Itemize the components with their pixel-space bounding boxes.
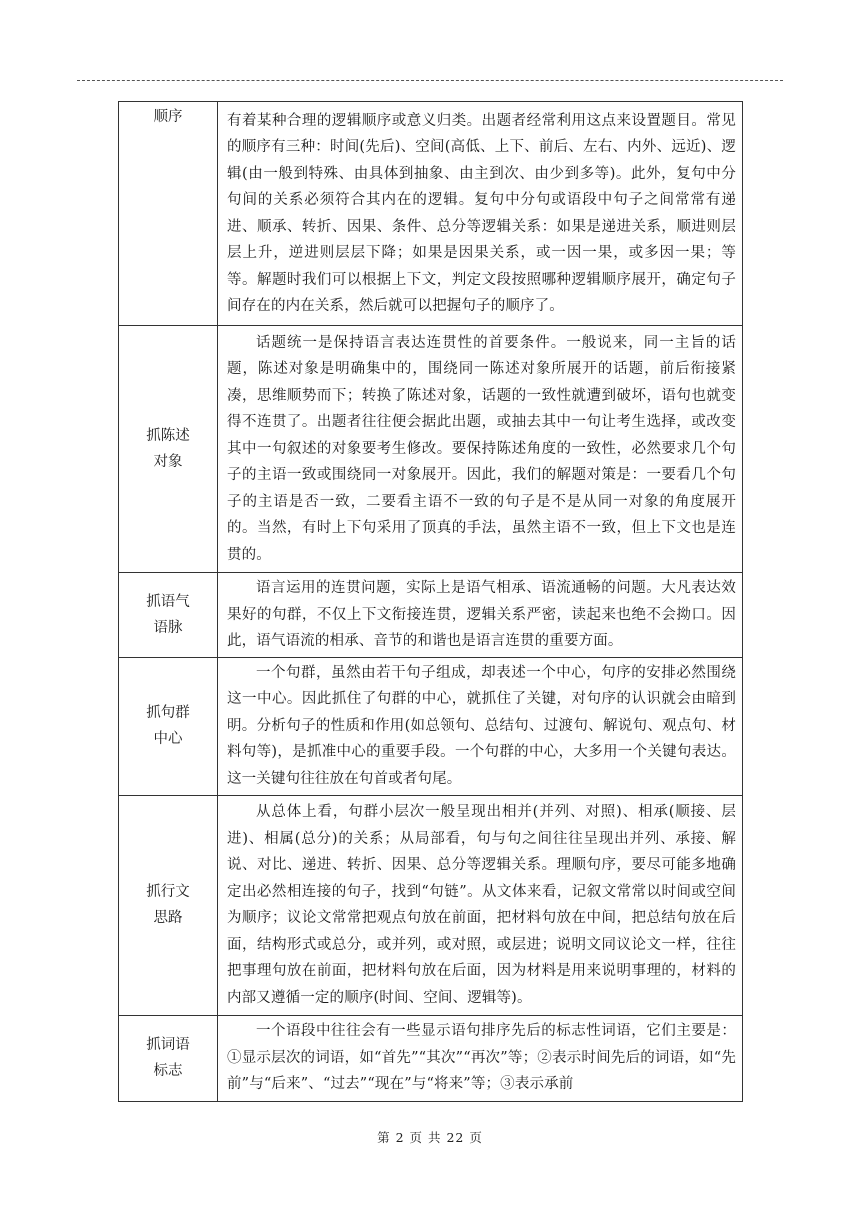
table-row — [119, 795, 743, 1015]
row-label-cell — [119, 1015, 218, 1101]
row-label-cell — [119, 573, 218, 658]
table-row — [119, 326, 743, 573]
row-text: 一个句群，虽然由若干句子组成，却表述一个中心，句序的安排必然围绕这一中心。因此抓住了句群的中心，就抓住了关键，对句序的认识就会由暗到明。分析句子的性质和作用(如总领句、总结句、过渡句、解说句、观点句、材料句等)，是抓准中心的重要手段。一个句群的中心，大多用一个关键句表达。这一关键句往往放在句首或者句尾。 — [227, 664, 736, 787]
row-label: 抓词语标志 — [146, 1037, 190, 1079]
row-label: 抓语气语脉 — [146, 593, 190, 636]
row-text: 有着某种合理的逻辑顺序或意义归类。出题者经常利用这点来设置题目。常见的顺序有三种：时间(先后)、空间(高低、上下、前后、左右、内外、远近)、逻辑(由一般到特殊、由具体到抽象、由主到次、由少到多等)。此外，复句中分句间的关系必须符合其内在的逻辑。复句中分句或语段中句子之间常常有递进、顺承、转折、因果、条件、总分等逻辑关系：如果是递进关系，顺进则层层上升，逆进则层层下降；如果是因果关系，或一因一果，或多因一果；等等。解题时我们可以根据上下文，判定文段按照哪种逻辑顺序展开，确定句子间存在的内在关系，然后就可以把握句子的顺序了。 — [227, 112, 736, 314]
row-text-cell — [218, 1015, 743, 1101]
row-text: 语言运用的连贯问题，实际上是语气相承、语流通畅的问题。大凡表达效果好的句群，不仅上下文衔接连贯，逻辑关系严密，读起来也绝不会拗口。因此，语气语流的相承、音节的和谐也是语言连贯的重要方面。 — [227, 580, 736, 649]
table-row — [119, 657, 743, 795]
row-text-cell — [218, 102, 743, 326]
row-label: 抓陈述对象 — [146, 428, 190, 470]
row-text-cell — [218, 326, 743, 573]
page-number-footer: 第 2 页 共 22 页 — [377, 1130, 483, 1145]
row-label-cell — [119, 102, 218, 326]
row-label-cell — [119, 795, 218, 1015]
row-label-cell — [119, 326, 218, 573]
row-text: 一个语段中往往会有一些显示语句排序先后的标志性词语，它们主要是：①显示层次的词语，如“首先”“其次”“再次”等；②表示时间先后的词语，如“先前”与“后来”、“过去”“现在”与“将来”等；③表示承前 — [227, 1023, 736, 1093]
row-label: 抓行文思路 — [146, 884, 190, 926]
row-text-cell — [218, 657, 743, 795]
row-label: 抓句群中心 — [146, 705, 190, 747]
row-text-cell — [218, 573, 743, 658]
row-text: 话题统一是保持语言表达连贯性的首要条件。一般说来，同一主旨的话题，陈述对象是明确集中的，围绕同一陈述对象所展开的话题，前后衔接紧凑，思维顺势而下；转换了陈述对象，话题的一致性就遭到破坏，语句也就变得不连贯了。出题者往往便会据此出题，或抽去其中一句让考生选择，或改变其中一句叙述的对象要考生修改。要保持陈述角度的一致性，必然要求几个句子的主语一致或围绕同一对象展开。因此，我们的解题对策是：一要看几个句子的主语是否一致，二要看主语不一致的句子是不是从同一对象的角度展开的。当然，有时上下句采用了顶真的手法，虽然主语不一致，但上下文也是连贯的。 — [227, 334, 736, 563]
table-row — [119, 1015, 743, 1101]
table-row — [119, 102, 743, 326]
row-text-cell — [218, 795, 743, 1015]
row-label: 顺序 — [153, 109, 183, 125]
content-table — [118, 101, 743, 1102]
table-row — [119, 573, 743, 658]
header-divider — [77, 80, 783, 81]
row-label-cell — [119, 657, 218, 795]
row-text: 从总体上看，句群小层次一般呈现出相并(并列、对照)、相承(顺接、层进)、相属(总分)的关系；从局部看，句与句之间往往呈现出并列、承接、解说、对比、递进、转折、因果、总分等逻辑关系。理顺句序，要尽可能多地确定出必然相连接的句子，找到“句链”。从文体来看，记叙文常常以时间或空间为顺序；议论文常常把观点句放在前面，把材料句放在中间，把总结句放在后面，结构形式或总分，或并列，或对照，或层进；说明文同议论文一样，往往把事理句放在前面，把材料句放在后面，因为材料是用来说明事理的，材料的内部又遵循一定的顺序(时间、空间、逻辑等)。 — [227, 804, 736, 1006]
